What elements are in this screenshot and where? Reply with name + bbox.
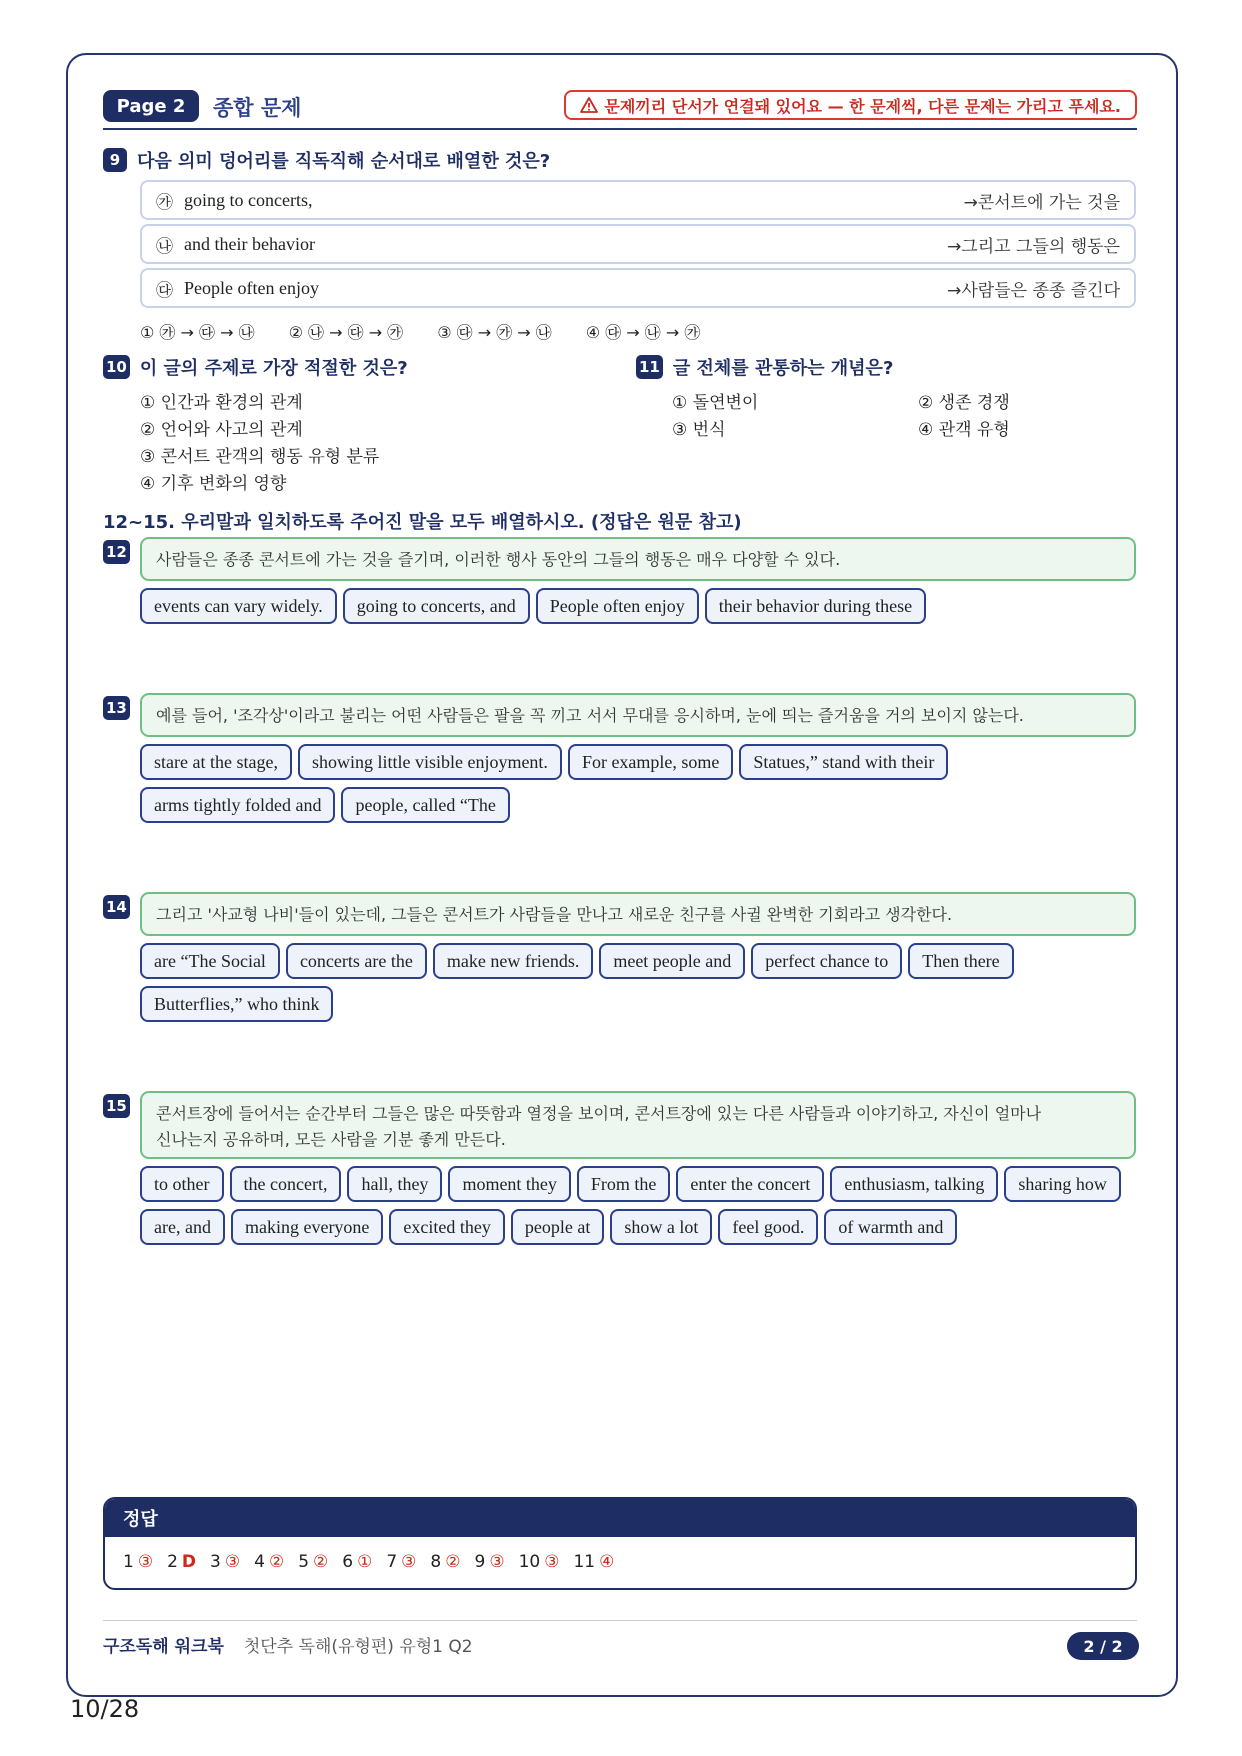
question-text: 다음 의미 덩어리를 직독직해 순서대로 배열한 것은? [137,151,551,172]
chunk-korean: →사람들은 종종 즐긴다 [947,280,1120,301]
word-chip[interactable]: excited they [389,1209,504,1245]
word-chip[interactable]: showing little visible enjoyment. [298,744,562,780]
q9-chunk [140,268,1136,308]
word-chip[interactable]: sharing how [1004,1166,1121,1202]
word-chip[interactable]: are “The Social [140,943,280,979]
answer-item: 2 D [167,1552,197,1572]
word-chip[interactable]: From the [577,1166,671,1202]
q10-heading [103,354,408,380]
word-chip[interactable]: perfect chance to [751,943,902,979]
word-chip[interactable]: For example, some [568,744,733,780]
word-chips [140,744,1140,823]
word-chips [140,588,1140,624]
q9-options [140,320,734,343]
word-chip[interactable]: People often enjoy [536,588,699,624]
option[interactable]: ④ 관객 유형 [918,420,1010,440]
section-title: 12~15. 우리말과 일치하도록 주어진 말을 모두 배열하시오. (정답은 원문 참고) [103,512,742,533]
document-page-number: 10/28 [70,1695,140,1723]
q9-chunk [140,224,1136,264]
answer-item: 4 ② [254,1552,285,1572]
answer-item: 1 ③ [123,1552,154,1572]
korean-line: 콘서트장에 들어서는 순간부터 그들은 많은 따뜻함과 열정을 보이며, 콘서트장에 있는 다른 사람들과 이야기하고, 자신이 얼마나 [156,1104,1042,1123]
answer-item: 5 ② [298,1552,329,1572]
option[interactable]: ④ ㉰ → ㉯ → ㉮ [585,323,701,342]
option[interactable]: ① 인간과 환경의 관계 [140,393,303,413]
chunk-mark: ㉯ [156,236,173,257]
option[interactable]: ② ㉯ → ㉰ → ㉮ [288,323,404,342]
word-chip[interactable]: their behavior during these [705,588,926,624]
option[interactable]: ③ 콘서트 관객의 행동 유형 분류 [140,447,380,467]
answer-item: 3 ③ [210,1552,241,1572]
footer-divider [103,1620,1137,1621]
option[interactable]: ① ㉮ → ㉰ → ㉯ [140,323,255,342]
option[interactable]: ③ 번식 [672,420,726,440]
answer-item: 7 ③ [386,1552,417,1572]
word-chip[interactable]: of warmth and [824,1209,957,1245]
word-chip[interactable]: feel good. [718,1209,818,1245]
word-chip[interactable]: Then there [908,943,1013,979]
word-chip[interactable]: the concert, [230,1166,342,1202]
warning-banner [564,90,1137,120]
word-chip[interactable]: enter the concert [676,1166,824,1202]
answer-item: 8 ② [430,1552,461,1572]
word-chip[interactable]: show a lot [610,1209,712,1245]
page-title: 종합 문제 [213,96,302,120]
q9-heading [103,147,550,173]
chunk-english: and their behavior [184,233,315,254]
answer-item: 9 ③ [474,1552,505,1572]
question-number: 15 [103,1094,130,1118]
q9-chunk [140,180,1136,220]
page-header [103,90,1137,130]
question-number: 13 [103,696,130,720]
korean-sentence-box: 사람들은 종종 콘서트에 가는 것을 즐기며, 이러한 행사 동안의 그들의 행동은 매우 다양할 수 있다. [140,537,1136,581]
q11-heading [636,354,893,380]
option[interactable]: ③ ㉰ → ㉮ → ㉯ [437,323,552,342]
word-chip[interactable]: making everyone [231,1209,383,1245]
word-chip[interactable]: people at [511,1209,604,1245]
word-chip[interactable]: concerts are the [286,943,427,979]
word-chip[interactable]: stare at the stage, [140,744,292,780]
word-chip[interactable]: Butterflies,” who think [140,986,333,1022]
question-text: 이 글의 주제로 가장 적절한 것은? [139,358,408,379]
warning-icon [580,97,598,113]
word-chip[interactable]: to other [140,1166,224,1202]
word-chip[interactable]: going to concerts, and [343,588,530,624]
korean-sentence-box: 그리고 '사교형 나비'들이 있는데, 그들은 콘서트가 사람들을 만나고 새로운 친구를 사귈 완벽한 기회라고 생각한다. [140,892,1136,936]
chunk-korean: →그리고 그들의 행동은 [947,236,1120,257]
answer-box [103,1497,1137,1590]
chunk-mark: ㉮ [156,192,173,213]
option[interactable]: ① 돌연변이 [672,393,759,413]
chunk-mark: ㉰ [156,280,173,301]
chunk-english: People often enjoy [184,277,319,298]
word-chip[interactable]: make new friends. [433,943,593,979]
option[interactable]: ② 생존 경쟁 [918,393,1010,413]
word-chips [140,943,1140,1022]
word-chip[interactable]: meet people and [599,943,745,979]
footer-info [103,1632,473,1657]
answer-item: 6 ① [342,1552,373,1572]
word-chip[interactable]: are, and [140,1209,225,1245]
page-indicator: 2 / 2 [1067,1632,1139,1660]
question-number: 12 [103,540,130,564]
question-text: 글 전체를 관통하는 개념은? [672,358,894,379]
chunk-korean: →콘서트에 가는 것을 [963,192,1120,213]
question-number: 9 [103,148,127,172]
warning-text: 문제끼리 단서가 연결돼 있어요 — 한 문제씩, 다른 문제는 가리고 푸세요. [604,96,1121,116]
question-number: 11 [636,355,663,379]
answer-item: 11 ④ [573,1552,615,1572]
word-chip[interactable]: events can vary widely. [140,588,337,624]
chunk-english: going to concerts, [184,189,313,210]
word-chip[interactable]: Statues,” stand with their [739,744,948,780]
word-chip[interactable]: hall, they [347,1166,442,1202]
option[interactable]: ② 언어와 사고의 관계 [140,420,303,440]
book-title: 구조독해 워크북 [103,1637,224,1657]
word-chip[interactable]: enthusiasm, talking [830,1166,998,1202]
source-label: 첫단추 독해(유형편) 유형1 Q2 [243,1637,473,1657]
korean-sentence-box: 예를 들어, '조각상'이라고 불리는 어떤 사람들은 팔을 꼭 끼고 서서 무대를 응시하며, 눈에 띄는 즐거움을 거의 보이지 않는다. [140,693,1136,737]
korean-line: 신나는지 공유하며, 모든 사람을 기분 좋게 만든다. [156,1130,506,1149]
word-chip[interactable]: arms tightly folded and [140,787,335,823]
answer-item: 10 ③ [518,1552,560,1572]
answer-title: 정답 [105,1499,1135,1537]
word-chip[interactable]: people, called “The [341,787,509,823]
answer-list [105,1537,1135,1587]
question-number: 10 [103,355,130,379]
word-chip[interactable]: moment they [448,1166,570,1202]
word-chips [140,1166,1140,1245]
korean-sentence-box [140,1091,1136,1159]
page-label: Page 2 [103,90,199,122]
option[interactable]: ④ 기후 변화의 영향 [140,474,287,494]
question-number: 14 [103,895,130,919]
